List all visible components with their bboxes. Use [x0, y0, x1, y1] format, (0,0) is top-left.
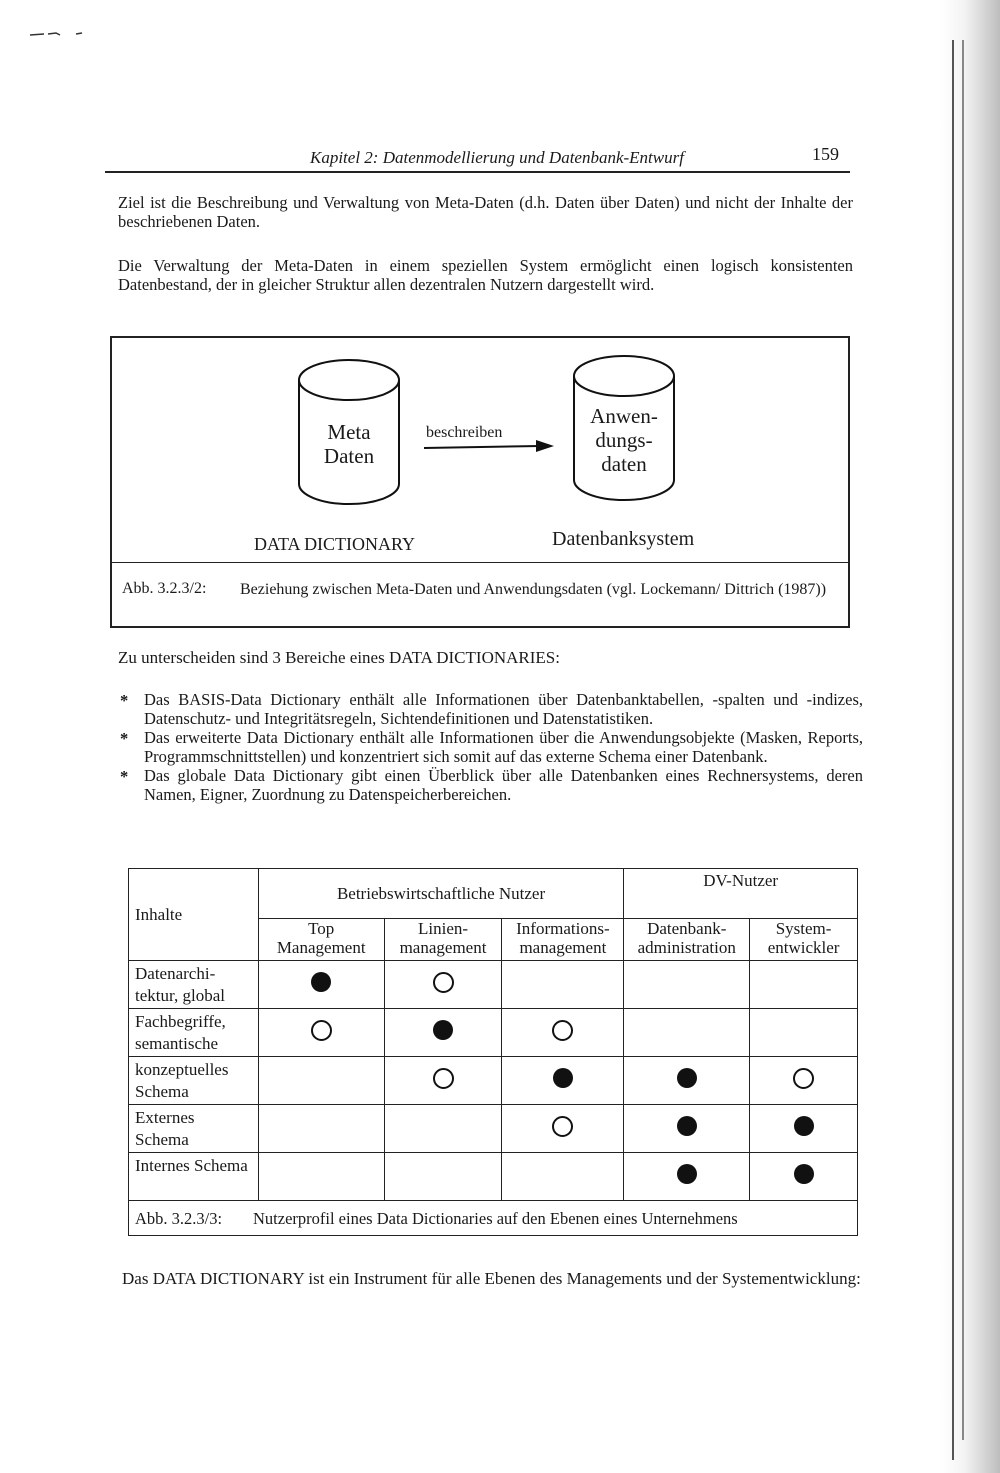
table-row-label: Internes Schema — [129, 1153, 259, 1201]
user-profile-table — [128, 868, 858, 1236]
table-row — [129, 1153, 858, 1201]
table-row — [129, 1105, 858, 1153]
table-group-dv-users: DV-Nutzer — [624, 869, 858, 919]
table-cell — [624, 961, 750, 1009]
table-caption-text: Nutzerprofil eines Data Dictionaries auf den Ebenen eines Unternehmens — [253, 1209, 738, 1228]
header-rule — [105, 171, 850, 173]
table-cell — [258, 1057, 384, 1105]
meta-daten-label-line-1: Meta — [327, 420, 371, 444]
filled-circle-icon — [553, 1068, 573, 1088]
figure-1-caption-number: Abb. 3.2.3/2: — [122, 580, 207, 597]
areas-intro: Zu unterscheiden sind 3 Bereiche eines DATA DICTIONARIES: — [118, 648, 560, 667]
table-cell — [624, 1057, 750, 1105]
filled-circle-icon — [677, 1068, 697, 1088]
table-cell — [502, 1009, 624, 1057]
table-cell — [502, 961, 624, 1009]
table-row-label: Fachbegriffe, semantische — [129, 1009, 259, 1057]
table-cell — [624, 1009, 750, 1057]
table-row-label: Datenarchi-tektur, global — [129, 961, 259, 1009]
table-cell — [502, 1057, 624, 1105]
table-cell — [384, 961, 502, 1009]
figure-meta-data-relationship — [110, 336, 850, 628]
filled-circle-icon — [677, 1164, 697, 1184]
scan-edge-shadow — [940, 0, 1000, 1473]
table-row — [129, 1009, 858, 1057]
anwendungsdaten-label-line-2: dungs- — [595, 428, 653, 452]
bullet-global-dictionary: * Das globale Data Dictionary gibt einen Überblick über alle Datenbanken eines Rechnersystems, deren Namen, Eigner, Zuordnung zu Datenspeicherbereichen. — [118, 766, 863, 804]
table-row — [129, 1057, 858, 1105]
scan-corner-mark — [30, 30, 90, 38]
table-cell — [384, 1057, 502, 1105]
scan-edge-line — [962, 40, 964, 1440]
table-cell — [384, 1009, 502, 1057]
table-cell — [750, 961, 858, 1009]
page-number: 159 — [812, 144, 839, 164]
table-cell — [750, 1153, 858, 1201]
table-cell — [384, 1105, 502, 1153]
anwendungsdaten-label-line-1: Anwen- — [590, 404, 658, 428]
table-caption-number: Abb. 3.2.3/3: — [135, 1209, 223, 1228]
table-cell — [750, 1009, 858, 1057]
empty-circle-icon — [433, 972, 454, 993]
figure-caption-divider — [112, 562, 848, 563]
column-header-system-developer: System-entwickler — [750, 919, 858, 961]
figure-1-caption-text: Beziehung zwischen Meta-Daten und Anwendungsdaten (vgl. Lockemann/ Dittrich (1987)) — [240, 581, 827, 598]
table-cell — [750, 1105, 858, 1153]
arrow-label: beschreiben — [426, 424, 503, 441]
table-row-label: Externes Schema — [129, 1105, 259, 1153]
scan-edge-line — [952, 40, 954, 1460]
table-row-header: Inhalte — [129, 869, 259, 961]
table-cell — [258, 961, 384, 1009]
table-cell — [258, 1153, 384, 1201]
filled-circle-icon — [433, 1020, 453, 1040]
table-cell — [502, 1105, 624, 1153]
empty-circle-icon — [311, 1020, 332, 1041]
empty-circle-icon — [552, 1020, 573, 1041]
header-title: Kapitel 2: Datenmodellierung und Datenbank-Entwurf — [310, 148, 684, 167]
table-cell — [258, 1009, 384, 1057]
anwendungsdaten-label-line-3: daten — [601, 452, 647, 476]
filled-circle-icon — [794, 1164, 814, 1184]
table-caption — [129, 1201, 858, 1236]
areas-bullet-list — [118, 690, 863, 804]
meta-daten-label-line-2: Daten — [323, 444, 375, 468]
closing-paragraph: Das DATA DICTIONARY ist ein Instrument für alle Ebenen des Managements und der Systementwicklung: — [122, 1269, 861, 1288]
column-header-line-management: Linien-management — [384, 919, 502, 961]
table-body — [129, 961, 858, 1201]
table-row-label: konzeptuelles Schema — [129, 1057, 259, 1105]
figure-diagram — [112, 338, 848, 562]
filled-circle-icon — [311, 972, 331, 992]
intro-paragraph-1: Ziel ist die Beschreibung und Verwaltung von Meta-Daten (d.h. Daten über Daten) und nicht der Inhalte der beschriebenen Daten. — [118, 193, 853, 231]
table-cell — [502, 1153, 624, 1201]
table-cell — [624, 1153, 750, 1201]
empty-circle-icon — [793, 1068, 814, 1089]
table-cell — [384, 1153, 502, 1201]
filled-circle-icon — [794, 1116, 814, 1136]
intro-paragraph-2: Die Verwaltung der Meta-Daten in einem speziellen System ermöglicht einen logisch konsistenten Datenbestand, der in gleicher Struktur allen dezentralen Nutzern dargestellt wird. — [118, 256, 853, 294]
table-cell — [624, 1105, 750, 1153]
data-dictionary-label: DATA DICTIONARY — [254, 534, 416, 554]
datenbanksystem-label: Datenbanksystem — [552, 528, 695, 550]
bullet-basis-dictionary: * Das BASIS-Data Dictionary enthält alle Informationen über Datenbanktabellen, -spalten und -indizes, Datenschutz- und Integritätsregeln, Sichtendefinitionen und Datenstatistiken. — [118, 690, 863, 728]
column-header-information-management: Informations-management — [502, 919, 624, 961]
table-group-business-users: Betriebswirtschaftliche Nutzer — [258, 869, 624, 919]
bullet-extended-dictionary: * Das erweiterte Data Dictionary enthält alle Informationen über die Anwendungsobjekte (Masken, Reports, Programmschnittstellen) und konzentriert sich somit auf das externe Schema einer Datenbank. — [118, 728, 863, 766]
empty-circle-icon — [433, 1068, 454, 1089]
filled-circle-icon — [677, 1116, 697, 1136]
table-row — [129, 961, 858, 1009]
empty-circle-icon — [552, 1116, 573, 1137]
column-header-top-management: Top Management — [258, 919, 384, 961]
table-cell — [258, 1105, 384, 1153]
column-header-database-administration: Datenbank-administration — [624, 919, 750, 961]
table-cell — [750, 1057, 858, 1105]
